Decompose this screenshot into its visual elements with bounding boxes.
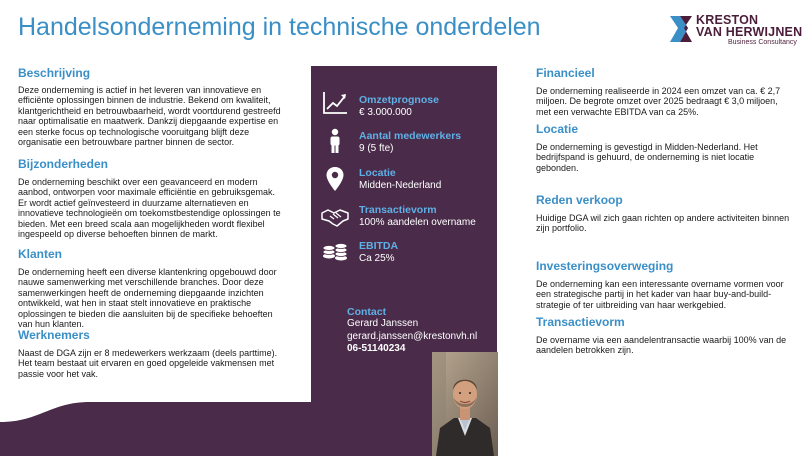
section-bijzonderheden [18,157,281,239]
section-financieel [536,66,794,117]
stat-label: Locatie [359,167,396,179]
section-text: Huidige DGA wil zich gaan richten op andere activiteiten binnen zijn portfolio. [536,213,790,234]
section-text: Naast de DGA zijn er 8 medewerkers werkzaam (deels parttime). Het team bestaat uit ervaren en goed opgeleide vakmensen met passie voor het vak. [18,348,278,379]
chart-growth-icon [321,90,349,116]
logo-subtitle: Business Consultancy [728,39,797,46]
stat-value: € 3.000.000 [359,107,412,118]
kreston-logo [668,12,803,48]
handshake-icon [321,204,349,230]
section-text: De onderneming realiseerde in 2024 een omzet van ca. € 2,7 miljoen. De begrote omzet over 2025 bedraagt € 3,0 miljoen, met een verwachte EBITDA van ca 25%. [536,86,781,117]
section-heading: Reden verkoop [536,193,623,207]
stat-locatie [359,167,441,193]
stat-value: 100% aandelen overname [359,217,476,228]
stat-value: 9 (5 fte) [359,143,394,154]
page-title: Handelsonderneming in technische onderdelen [18,13,541,41]
contact-label: Contact [347,306,387,318]
section-heading: Transactievorm [536,315,625,329]
contact-photo [432,352,498,456]
section-text: De onderneming beschikt over een geavanceerd en modern aanbod, ontworpen voor maximale efficiëntie en gebruiksgemak. Er wordt actief geïnvesteerd in duurzame alternatieven en innovatieve technologieën om toekomstbestendige oplossingen te bieden. Met een breed scala aan mogelijkheden wordt flexibel ingespeeld op diverse behoeften binnen de markt. [18,177,281,240]
section-werknemers [18,328,281,379]
stat-value: Ca 25% [359,253,395,264]
section-transactievorm [536,315,794,356]
section-klanten [18,247,281,329]
section-investeringsoverweging [536,259,794,310]
kreston-logo-icon [668,14,694,44]
stat-label: Omzetprognose [359,94,439,106]
section-text: De onderneming heeft een diverse klantenkring opgebouwd door nauwe samenwerking met verschillende branches. Door deze samenwerkingen heeft de onderneming diepgaande inzichten ontwikkeld, wat hen in staat stelt innovatieve en praktische oplossingen te bieden die aansluiten bij de specifieke behoeften van hun klanten. [18,267,277,330]
logo-line-1: KRESTON [696,13,759,27]
stat-medewerkers [359,130,461,156]
section-heading: Investeringsoverweging [536,259,674,273]
stat-omzet [359,94,439,120]
contact-name: Gerard Janssen [347,318,419,329]
coins-icon [321,238,349,264]
stat-label: Transactievorm [359,204,437,216]
section-text: De onderneming is gevestigd in Midden-Nederland. Het bedrijfspand is gehuurd, de onderneming is niet locatie gebonden. [536,142,758,173]
stat-transactievorm [359,204,476,230]
section-text: De overname via een aandelentransactie waarbij 100% van de aandelen betrokken zijn. [536,335,787,356]
person-icon [321,128,349,154]
section-text: De onderneming kan een interessante overname vormen voor een strategische partij in het kader van haar buy-and-build-strategie of ter uitbreiding van haar werkgebied. [536,279,784,310]
decorative-band [0,402,311,456]
section-beschrijving [18,66,281,147]
logo-line-2: VAN HERWIJNEN [696,25,803,39]
section-heading: Locatie [536,122,579,136]
stat-ebitda [359,240,398,266]
section-heading: Financieel [536,66,595,80]
stat-label: EBITDA [359,240,399,252]
location-pin-icon [321,166,349,192]
section-text: Deze onderneming is actief in het leveren van innovatieve en efficiënte oplossingen binnen de industrie. Bekend om kwaliteit, klantgerichtheid en betrouwbaarheid, wordt voortdurend gestreefd naar optimalisatie en maatwerk. Dankzij diepgaande expertise en een sterke focus op technologische vooruitgang blijft deze organisatie een betrouwbare partner binnen de sector. [18,85,281,148]
section-heading: Werknemers [18,328,90,342]
stat-label: Aantal medewerkers [359,130,462,142]
section-reden-verkoop [536,193,794,234]
section-heading: Beschrijving [18,66,91,80]
section-heading: Bijzonderheden [18,157,109,171]
contact-phone[interactable]: 06-51140234 [347,343,406,354]
section-heading: Klanten [18,247,63,261]
contact-email-link[interactable]: gerard.janssen@krestonvh.nl [347,330,478,342]
contact-block [347,306,477,356]
stat-value: Midden-Nederland [359,180,442,191]
section-locatie [536,122,794,173]
